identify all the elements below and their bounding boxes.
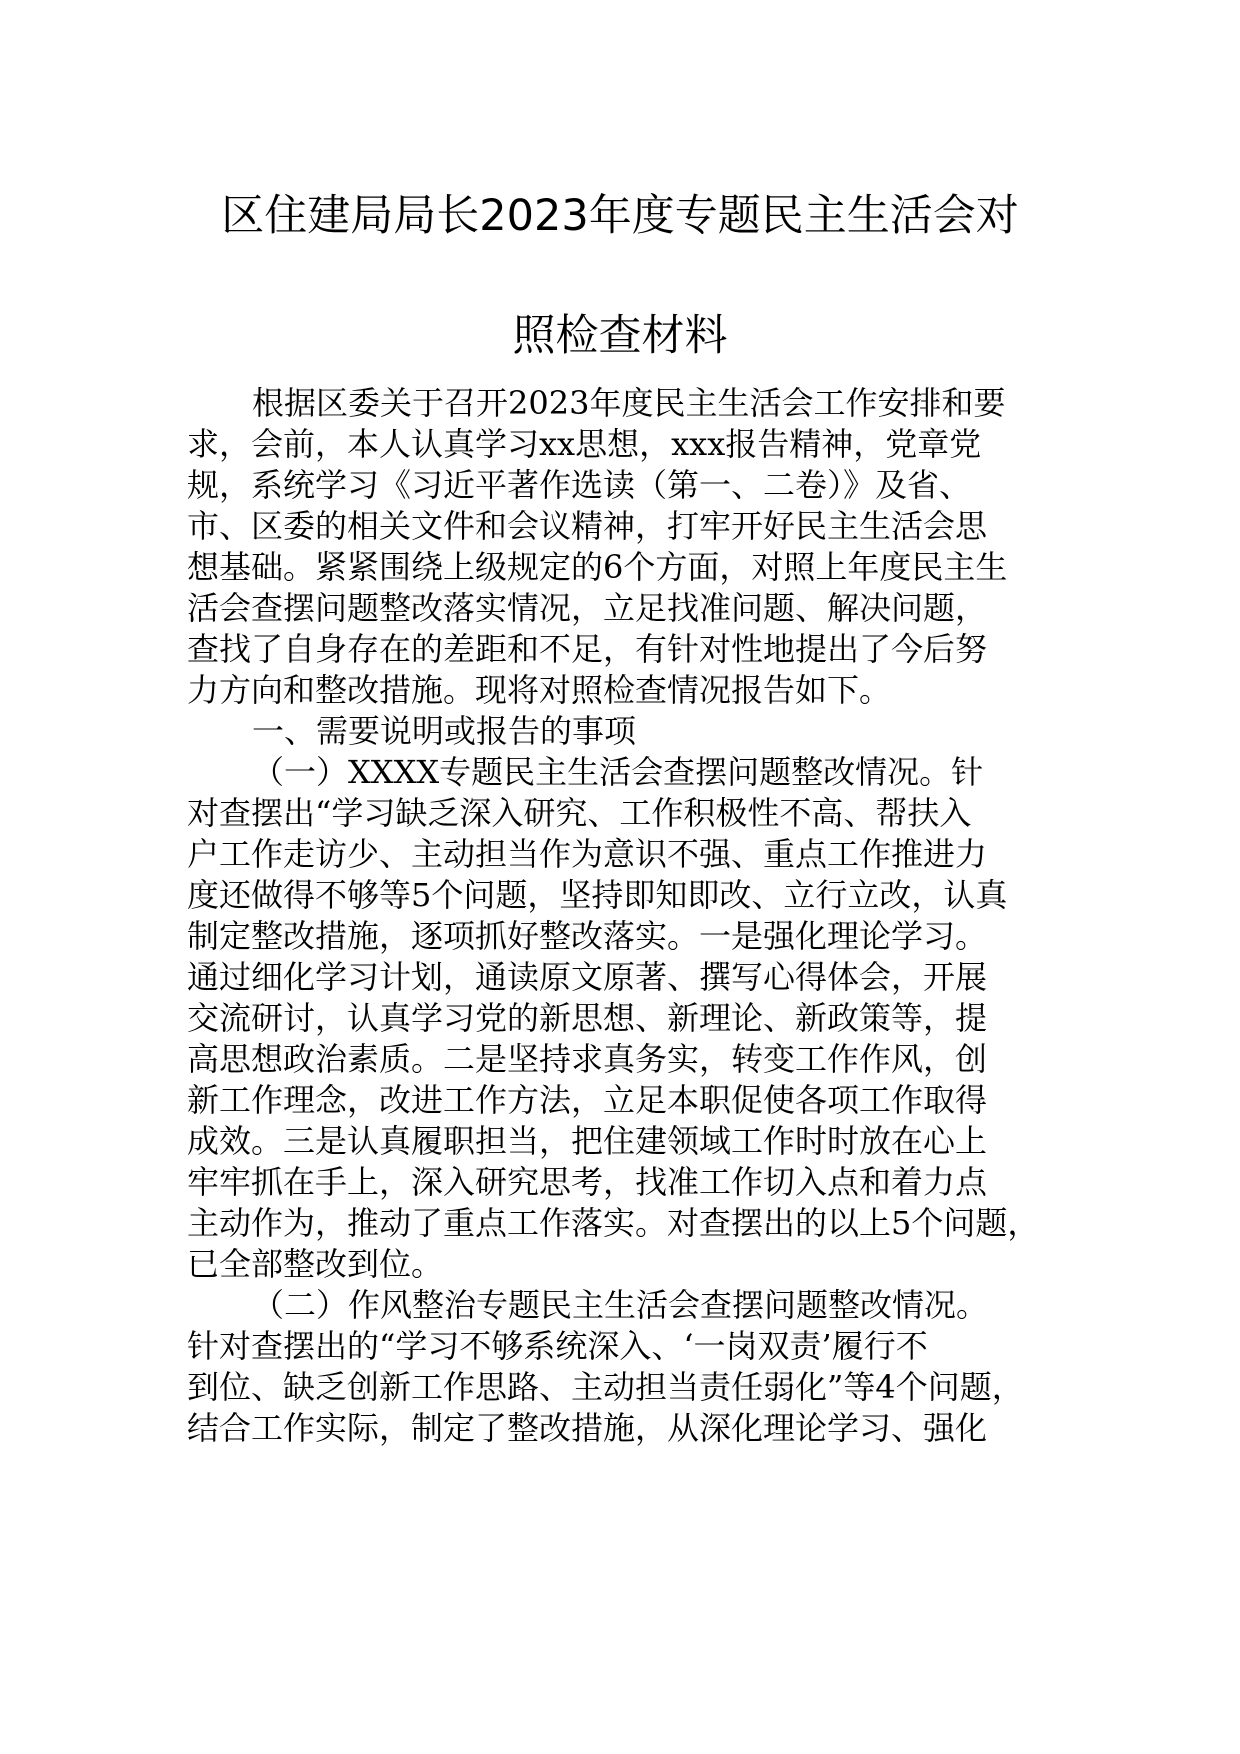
body-line-24: 针对查摆出的“学习不够系统深入、‘一岗双责’履行不 bbox=[187, 1327, 928, 1365]
document-title-line-2: 照检查材料 bbox=[512, 311, 728, 361]
body-line-26: 结合工作实际，制定了整改措施，从深化理论学习、强化 bbox=[187, 1409, 988, 1447]
body-line-15: 通过细化学习计划，通读原文原著、撰写心得体会，开展 bbox=[187, 958, 988, 996]
body-line-12: 户工作走访少、主动担当作为意识不强、重点工作推进力 bbox=[187, 835, 988, 873]
body-line-10: （一）XXXX专题民主生活会查摆问题整改情况。针 bbox=[252, 753, 984, 791]
body-line-2: 求，会前，本人认真学习xx思想，xxx报告精神，党章党 bbox=[187, 425, 982, 463]
body-line-7: 查找了自身存在的差距和不足，有针对性地提出了今后努 bbox=[187, 630, 988, 668]
body-line-19: 成效。三是认真履职担当，把住建领域工作时时放在心上 bbox=[187, 1122, 988, 1160]
body-line-21: 主动作为，推动了重点工作落实。对查摆出的以上5个问题， bbox=[187, 1204, 1040, 1242]
body-line-8: 力方向和整改措施。现将对照检查情况报告如下。 bbox=[187, 671, 892, 709]
body-line-11: 对查摆出“学习缺乏深入研究、工作积极性不高、帮扶入 bbox=[187, 794, 972, 832]
body-line-6: 活会查摆问题整改落实情况，立足找准问题、解决问题， bbox=[187, 589, 988, 627]
body-line-5: 想基础。紧紧围绕上级规定的6个方面，对照上年度民主生 bbox=[187, 548, 1008, 586]
body-line-13: 度还做得不够等5个问题，坚持即知即改、立行立改，认真 bbox=[187, 876, 1008, 914]
body-line-3: 规，系统学习《习近平著作选读（第一、二卷）》及省、 bbox=[187, 466, 972, 504]
body-line-22: 已全部整改到位。 bbox=[187, 1245, 444, 1283]
body-line-4: 市、区委的相关文件和会议精神，打牢开好民主生活会思 bbox=[187, 507, 988, 545]
section-heading-1: 一、需要说明或报告的事项 bbox=[252, 712, 637, 750]
body-line-20: 牢牢抓在手上，深入研究思考，找准工作切入点和着力点 bbox=[187, 1163, 988, 1201]
document-title-line-1: 区住建局局长2023年度专题民主生活会对 bbox=[221, 191, 1019, 241]
body-line-14: 制定整改措施，逐项抓好整改落实。一是强化理论学习。 bbox=[187, 917, 988, 955]
body-line-17: 高思想政治素质。二是坚持求真务实，转变工作作风，创 bbox=[187, 1040, 988, 1078]
body-line-25: 到位、缺乏创新工作思路、主动担当责任弱化”等4个问题， bbox=[187, 1368, 1024, 1406]
body-line-1: 根据区委关于召开2023年度民主生活会工作安排和要 bbox=[252, 384, 1006, 422]
body-line-16: 交流研讨，认真学习党的新思想、新理论、新政策等，提 bbox=[187, 999, 988, 1037]
body-line-23: （二）作风整治专题民主生活会查摆问题整改情况。 bbox=[252, 1286, 989, 1324]
body-line-18: 新工作理念，改进工作方法，立足本职促使各项工作取得 bbox=[187, 1081, 988, 1119]
